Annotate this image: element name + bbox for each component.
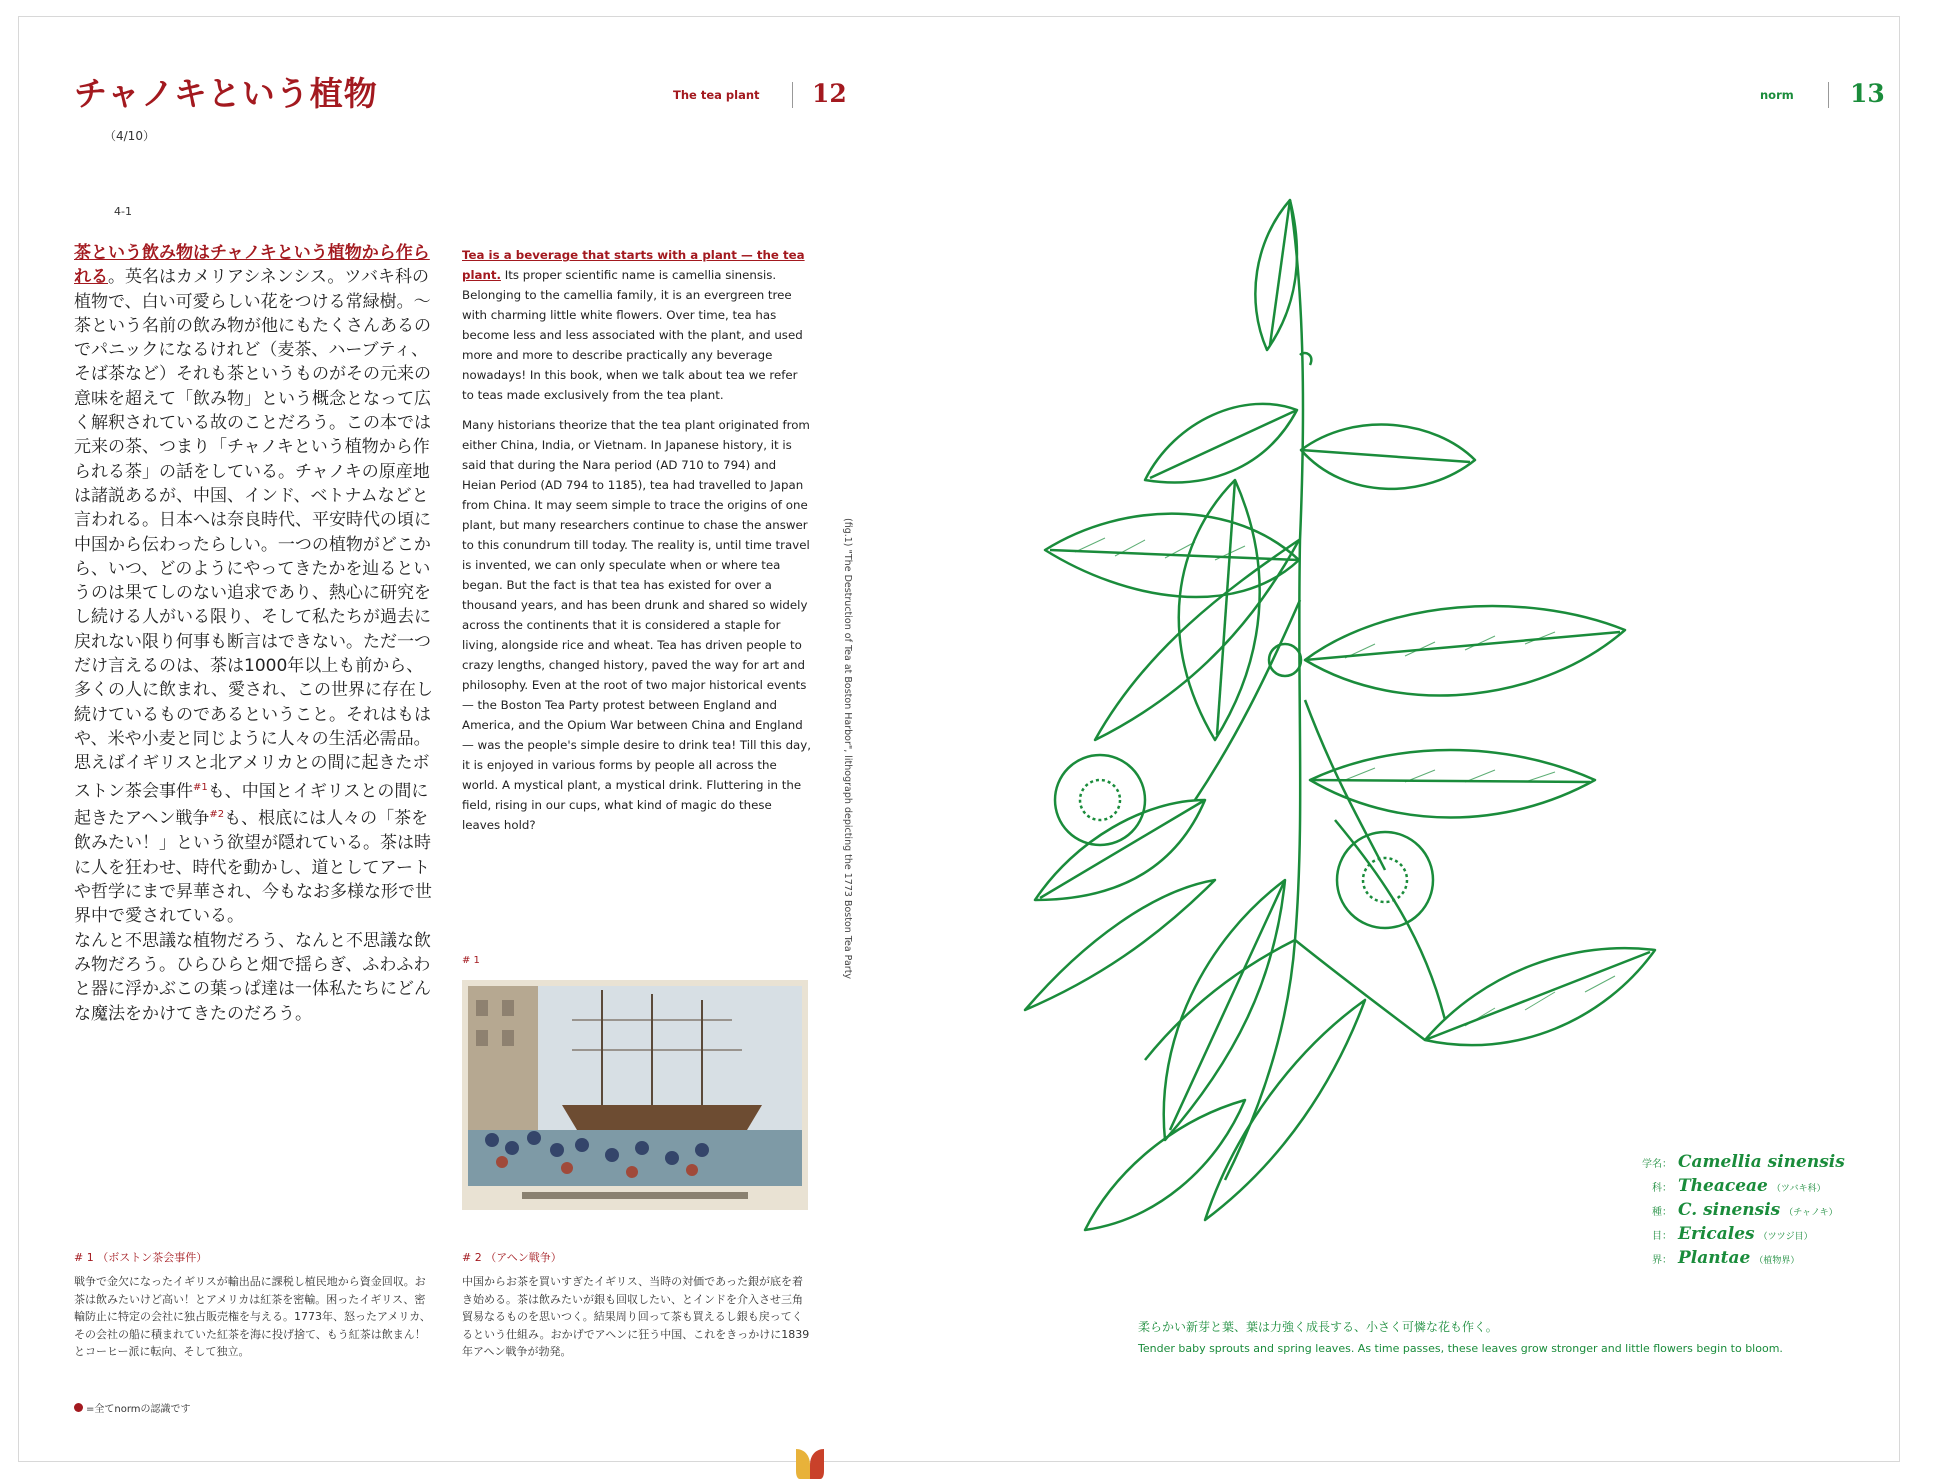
japanese-closing: なんと不思議な植物だろう、なんと不思議な飲み物だろう。ひらひらと畑で揺らぎ、ふわふわと器に浮かぶこの葉っぱ達は一体私たちにどんな魔法をかけてきたのだろう。 (74, 930, 431, 1024)
ref-2: #2 (209, 809, 225, 821)
part-indicator: （4/10） (104, 129, 155, 143)
english-paragraph-1: Its proper scientific name is camellia sinensis. Belonging to the camellia family, it is an evergreen tree with charming little white flowers. Over time, tea has become less and less associated with the plant, and used more and more to describe practically any beverage nowadays! In this book, when we talk about tea we refer to teas made exclusively from the tea plant. (462, 268, 803, 402)
taxonomy-rank: 学名： (1642, 1159, 1672, 1170)
legend-note-text: =全てnormの認識です (86, 1404, 191, 1415)
japanese-body-1: 。英名はカメリアシネンシス。ツバキ科の植物で、白い可愛らしい花をつける常緑樹。〜茶という名前の飲み物が他にもたくさんあるのでパニックになるけれど（麦茶、ハーブティ、そば茶など）それも茶というものがその元来の意味を超えて「飲み物」という概念となって広く解釈されている故のことだろう。この本では元来の茶、つまり「チャノキという植物から作られる茶」の話をしている。チャノキの原産地は諸説あるが、中国、インド、ベトナムなどと言われる。日本へは奈良時代、平安時代の頃に中国から伝わったらしい。一つの植物がどこから、いつ、どのようにやってきたかを辿るというのは果てしのない追求であり、熱心に研究をし続ける人がいる限り、そして私たちが過去に戻れない限り何事も断言はできない。ただ一つだけ言えるのは、茶は1000年以上も前から、多くの人に飲まれ、愛され、この世界に存在し続けているものであるということ。それはもはや、米や小麦と同じように人々の生活必需品。思えばイギリスと北アメリカとの間に起きたボストン茶会事件 (74, 267, 434, 802)
right-header-label: norm (1760, 88, 1794, 102)
taxonomy-name: Camellia sinensis (1678, 1152, 1845, 1172)
boston-tea-party-lithograph (462, 980, 808, 1210)
taxonomy-rank: 科： (1652, 1183, 1672, 1194)
page-title: チャノキという植物 (74, 74, 378, 113)
right-page-number: 13 (1850, 79, 1885, 108)
figure-caption: (fig.1) "The Destruction of Tea at Boston Harbor", lithograph depicting the 1773 Boston Tea Party (842, 518, 853, 980)
japanese-body-3: も、根底には人々の「茶を飲みたい！」という欲望が隠れている。茶は時に人を狂わせ、時代を動かし、道としてアートや哲学にまで昇華され、今もなお多様な形で世界中で愛されている。 (74, 809, 433, 927)
taxonomy-rank: 種： (1652, 1207, 1672, 1218)
taxonomy-row (1636, 1152, 1876, 1176)
taxonomy-row (1636, 1176, 1876, 1200)
footnote-2-title: # 2 （アヘン戦争） (462, 1251, 562, 1264)
taxonomy-name: C. sinensis (1678, 1200, 1781, 1220)
english-lead: Tea is a beverage that starts with a plant — the tea plant. (462, 248, 805, 282)
taxonomy-row (1636, 1200, 1876, 1224)
left-page-number: 12 (812, 79, 847, 108)
legend-note (74, 1400, 191, 1415)
leaf-logo-icon (794, 1445, 826, 1479)
ref-1: #1 (193, 781, 208, 793)
english-paragraph-2: Many historians theorize that the tea plant originated from either China, India, or Vietnam. In Japanese history, it is said that during the Nara period (AD 710 to 794) and Heian Period (AD 794 to 1185), tea had travelled to Japan from China. It may seem simple to trace the origins of one plant, but many researchers continue to chase the answer to this conundrum till today. The reality is, until time travel is invented, we can only speculate when or where tea began. But the fact is that tea has existed for over a thousand years, and has been drunk and shared so widely across the continents that it is considered a staple for living, alongside rice and wheat. Tea has driven people to crazy lengths, changed history, paved the way for art and philosophy. Even at the root of two major historical events — the Boston Tea Party protest between England and America, and the Opium War between China and England — was the people's simple desire to drink tea! Till this day, it is enjoyed in various forms by people all across the world. A mystical plant, a mystical drink. Fluttering in the field, rising in our cups, what kind of magic do these leaves hold? (462, 418, 812, 832)
plant-caption-japanese: 柔らかい新芽と葉、葉は力強く成長する、小さく可憐な花も作く。 (1138, 1320, 1498, 1334)
taxonomy-list (1636, 1152, 1876, 1272)
figure-label: # 1 (462, 955, 480, 966)
taxonomy-rank: 目： (1652, 1231, 1672, 1242)
english-body-text (462, 245, 812, 845)
red-dot-icon (74, 1403, 83, 1412)
taxonomy-note: （チャノキ） (1784, 1208, 1838, 1218)
japanese-body-2: も、中国とイギリスとの間に起きたアヘン戦争 (74, 781, 429, 830)
left-header-label: The tea plant (673, 88, 760, 102)
taxonomy-name: Theaceae (1678, 1176, 1768, 1196)
taxonomy-note: （ツツジ目） (1758, 1232, 1813, 1242)
taxonomy-note: （ツバキ科） (1771, 1184, 1826, 1194)
taxonomy-row (1636, 1248, 1876, 1272)
plant-caption-english: Tender baby sprouts and spring leaves. As time passes, these leaves grow stronger and little flowers begin to bloom. (1138, 1342, 1783, 1355)
left-header-divider (792, 82, 793, 108)
taxonomy-name: Plantae (1678, 1248, 1751, 1268)
footnote-2-body: 中国からお茶を買いすぎたイギリス、当時の対価であった銀が底を着き始める。茶は飲みたいが銀も回収したい、とインドを介入させ三角貿易なるものを思いつく。結果周り回って茶も買えるし銀も戻ってくるという仕組み。おかげでアヘンに狂う中国、これをきっかけに1839年アヘン戦争が勃発。 (462, 1275, 810, 1359)
taxonomy-row (1636, 1224, 1876, 1248)
japanese-body-text (74, 241, 434, 1026)
section-number: 4-1 (114, 205, 132, 218)
japanese-lead: 茶という飲み物はチャノキという植物から作られる (74, 243, 430, 288)
taxonomy-rank: 界： (1652, 1255, 1672, 1266)
footnote-1-title: # 1 （ボストン茶会事件） (74, 1251, 208, 1264)
taxonomy-note: （植物界） (1754, 1256, 1800, 1266)
taxonomy-name: Ericales (1678, 1224, 1755, 1244)
tea-plant-illustration (1005, 180, 1705, 1310)
right-header-divider (1828, 82, 1829, 108)
footnote-1-body: 戦争で金欠になったイギリスが輸出品に課税し植民地から資金回収。お茶は飲みたいけど高い！とアメリカは紅茶を密輸。困ったイギリス、密輸防止に特定の会社に独占販売権を与える。1773年、怒ったアメリカ、その会社の船に積まれていた紅茶を海に投げ捨て、もう紅茶は飲まん！とコーヒー派に転向、そして独立。 (74, 1275, 431, 1359)
